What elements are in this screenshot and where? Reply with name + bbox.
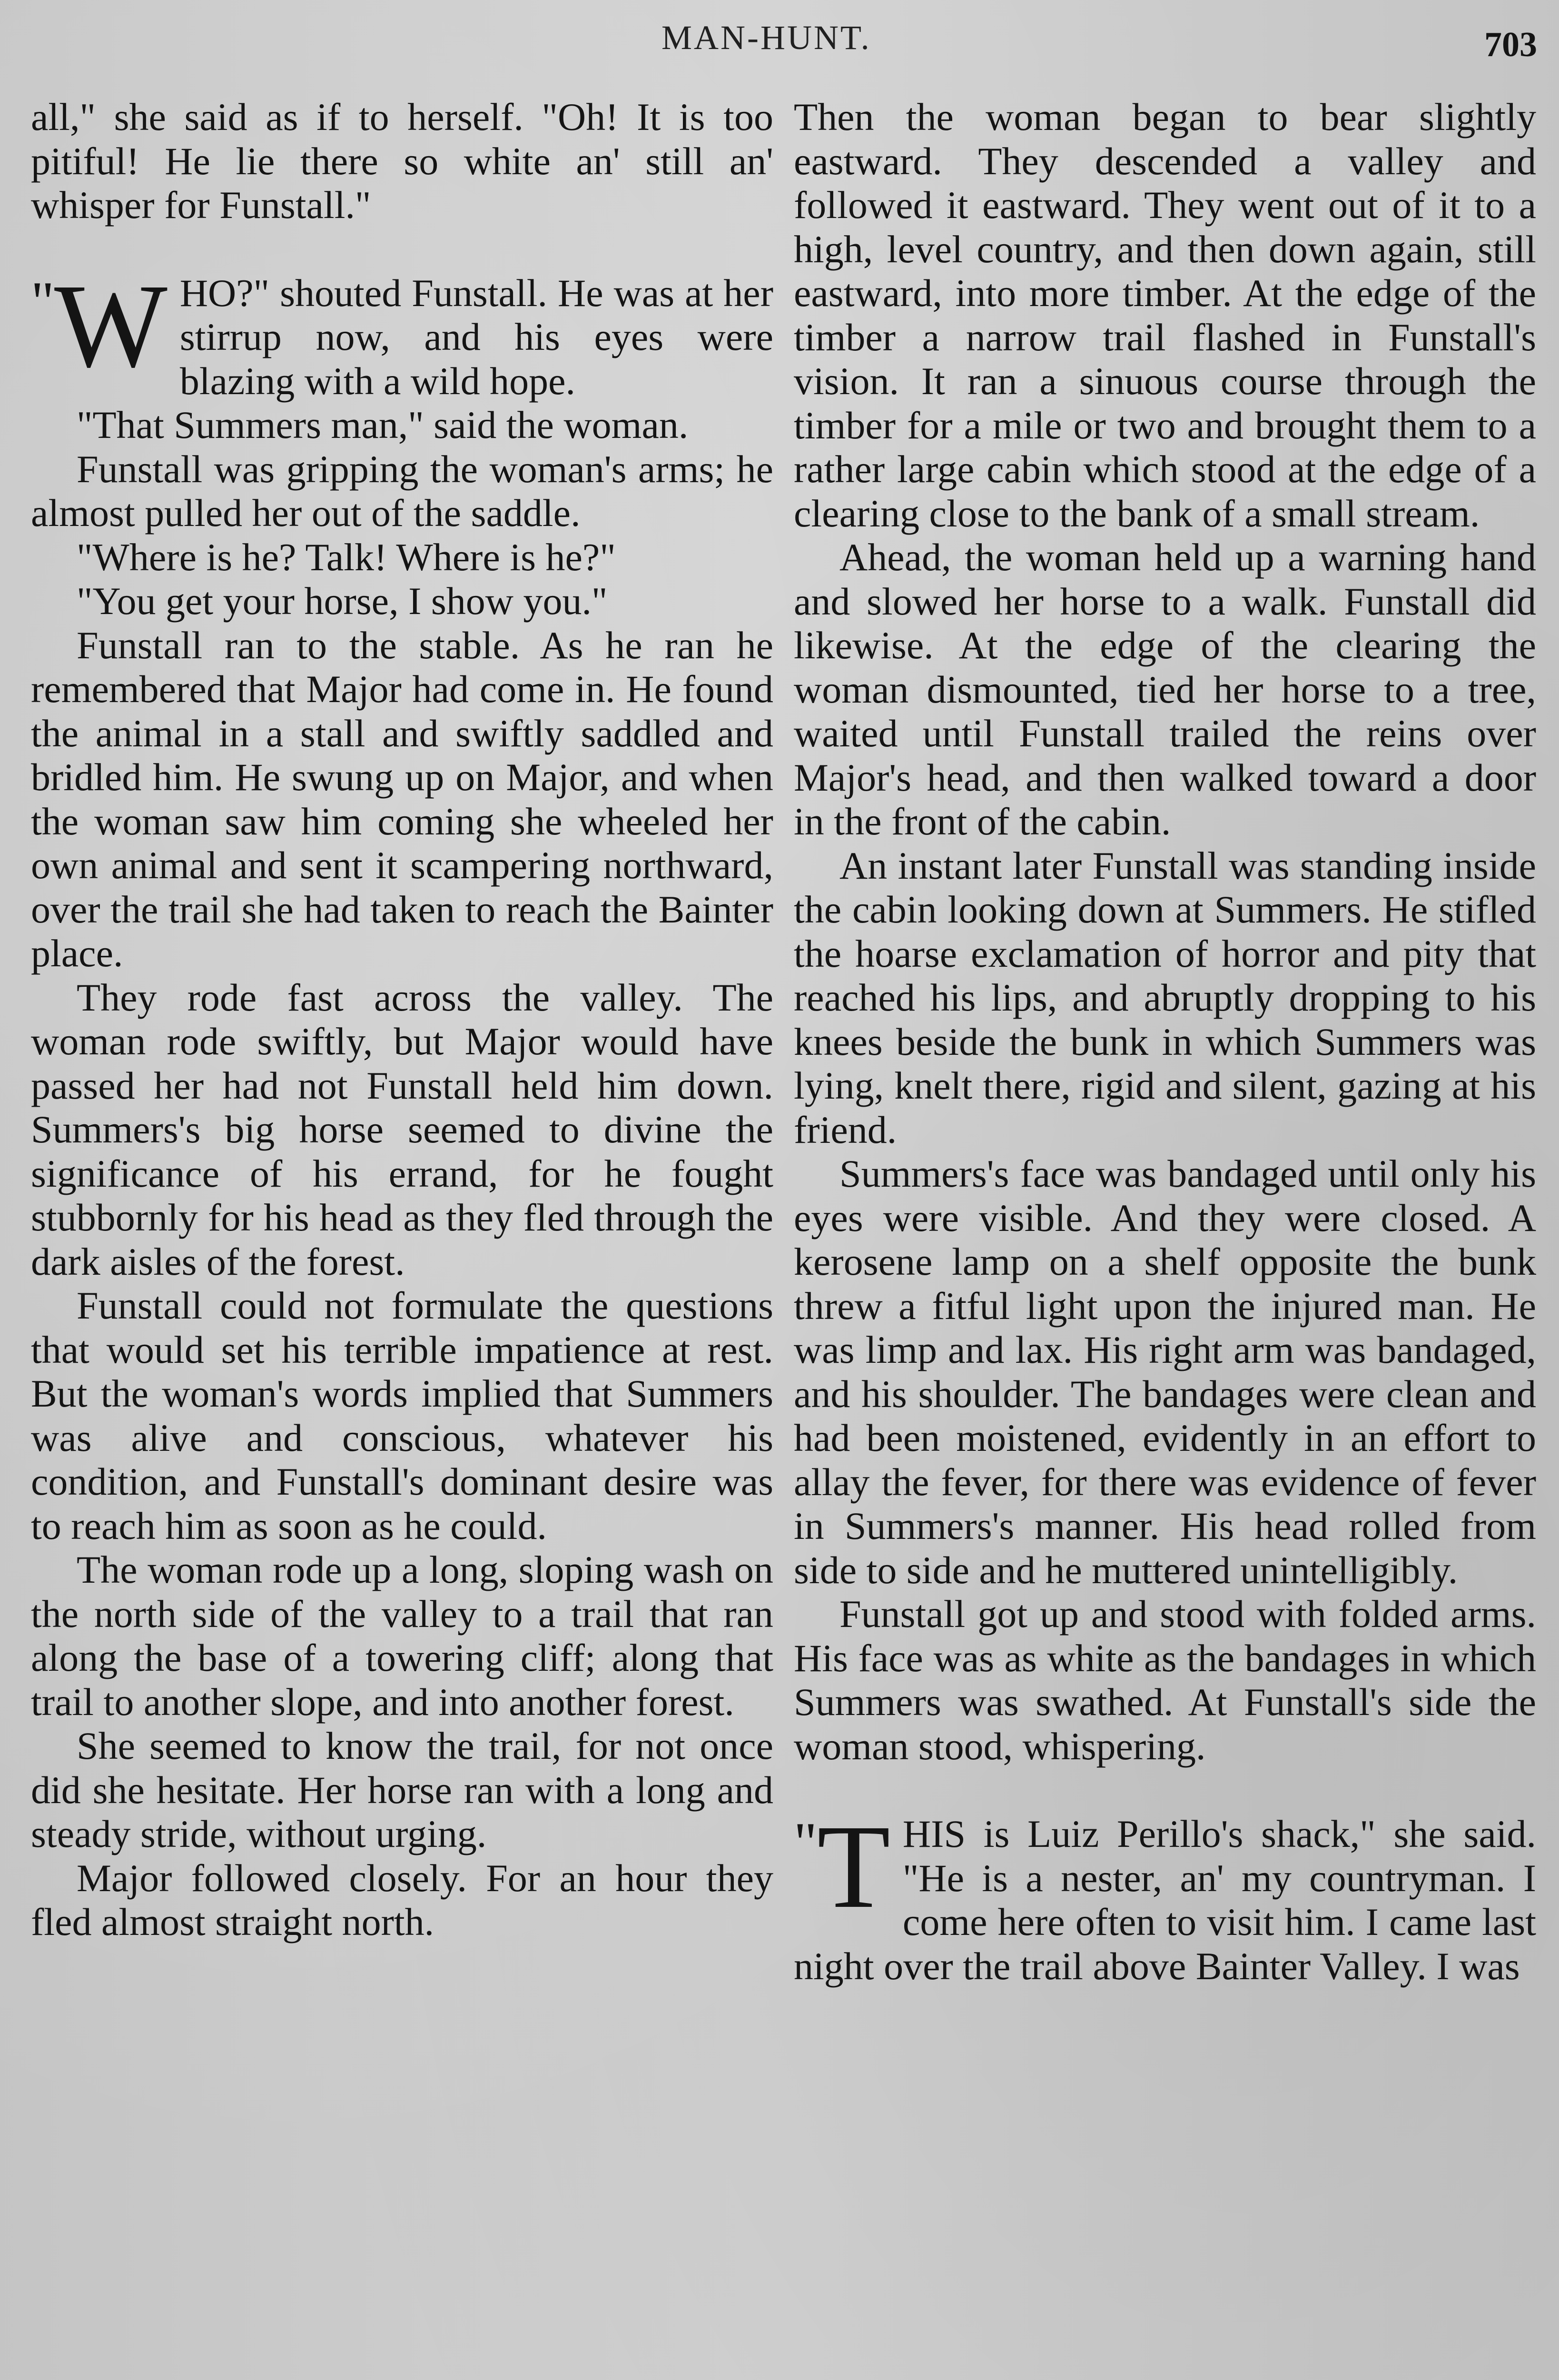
paragraph: Then the woman began to bear slightly eastward. They descended a valley and followed it eastward. They went out of it to a high, level country, and then down again, still eastward, into more timber. At the edge of the timber a narrow trail flashed in Funstall's vision. It ran a sinuous course through the timber for a mile or two and brought them to a rather large cabin which stood at the edge of a clearing close to the bank of a small stream. bbox=[794, 95, 1536, 535]
paragraph: Ahead, the woman held up a warning hand and slowed her horse to a walk. Funstall did likewise. At the edge of the clearing the woman dismounted, tied her horse to a tree, waited until Funstall trailed the reins over Major's head, and then walked toward a door in the front of the cabin. bbox=[794, 536, 1536, 843]
page-number: 703 bbox=[1484, 25, 1537, 64]
drop-cap-quote: " bbox=[31, 269, 54, 333]
paragraph: They rode fast across the valley. The woman rode swiftly, but Major would have passed her had not Funstall held him down. Summers's big horse seemed to divine the significance of his errand, for he fought stubbornly for his head as they fled through the dark aisles of the forest. bbox=[31, 975, 773, 1283]
dropcap-paragraph-text: HO?" shouted Funstall. He was at her stirrup now, and his eyes were blazing with a wild hope. bbox=[179, 271, 773, 403]
dropcap-paragraph bbox=[31, 258, 773, 404]
paragraph: "You get your horse, I show you." bbox=[77, 579, 608, 623]
paragraph: She seemed to know the trail, for not once did she hesitate. Her horse ran with a long and steady stride, without urging. bbox=[31, 1724, 773, 1855]
dropcap-paragraph-text: HIS is Luiz Perillo's shack," she said. "He is a nester, an' my countryman. I come here often to visit him. I came last night over the trail above Bainter Valley. I was bbox=[794, 1812, 1536, 1988]
paragraph: Major followed closely. For an hour they fled almost straight north. bbox=[31, 1856, 773, 1944]
paragraph: "That Summers man," said the woman. bbox=[77, 403, 689, 446]
right-column bbox=[794, 95, 1536, 1988]
paragraph: all," she said as if to herself. "Oh! It is too pitiful! He lie there so white an' still an' whisper for Funstall." bbox=[31, 95, 773, 227]
running-head-title: MAN-HUNT. bbox=[661, 19, 871, 57]
drop-cap-letter: W bbox=[54, 258, 168, 392]
paragraph: Funstall ran to the stable. As he ran he remembered that Major had come in. He found the animal in a stall and swiftly saddled and bridled him. He swung up on Major, and when the woman saw him coming she wheeled her own animal and sent it scampering northward, over the trail she had taken to reach the Bainter place. bbox=[31, 623, 773, 975]
paragraph: Summers's face was bandaged until only his eyes were visible. And they were closed. A kerosene lamp on a shelf opposite the bunk threw a fitful light upon the injured man. He was limp and lax. His right arm was bandaged, and his shoulder. The bandages were clean and had been moistened, evidently in an effort to allay the fever, for there was evidence of fever in Summers's manner. His head rolled from side to side and he muttered unintelligibly. bbox=[794, 1152, 1536, 1592]
dropcap-paragraph bbox=[794, 1800, 1536, 1988]
drop-cap bbox=[31, 258, 168, 392]
paragraph: The woman rode up a long, sloping wash on the north side of the valley to a trail that ran along the base of a towering cliff; along that trail to another slope, and into another forest. bbox=[31, 1548, 773, 1724]
left-column bbox=[31, 95, 773, 1944]
drop-cap-quote: " bbox=[794, 1811, 817, 1874]
drop-cap-letter: T bbox=[817, 1800, 890, 1933]
drop-cap bbox=[794, 1800, 890, 1933]
paragraph: An instant later Funstall was standing inside the cabin looking down at Summers. He stifled the hoarse exclamation of horror and pity that reached his lips, and abruptly dropping to his knees beside the bunk in which Summers was lying, knelt there, rigid and silent, gazing at his friend. bbox=[794, 843, 1536, 1151]
paragraph: Funstall could not formulate the questions that would set his terrible impatience at rest. But the woman's words implied that Summers was alive and conscious, whatever his condition, and Funstall's dominant desire was to reach him as soon as he could. bbox=[31, 1284, 773, 1547]
paragraph: "Where is he? Talk! Where is he?" bbox=[77, 535, 616, 579]
paragraph: Funstall got up and stood with folded arms. His face was as white as the bandages in which Summers was swathed. At Funstall's side the woman stood, whispering. bbox=[794, 1592, 1536, 1768]
paragraph: Funstall was gripping the woman's arms; he almost pulled her out of the saddle. bbox=[31, 447, 773, 535]
